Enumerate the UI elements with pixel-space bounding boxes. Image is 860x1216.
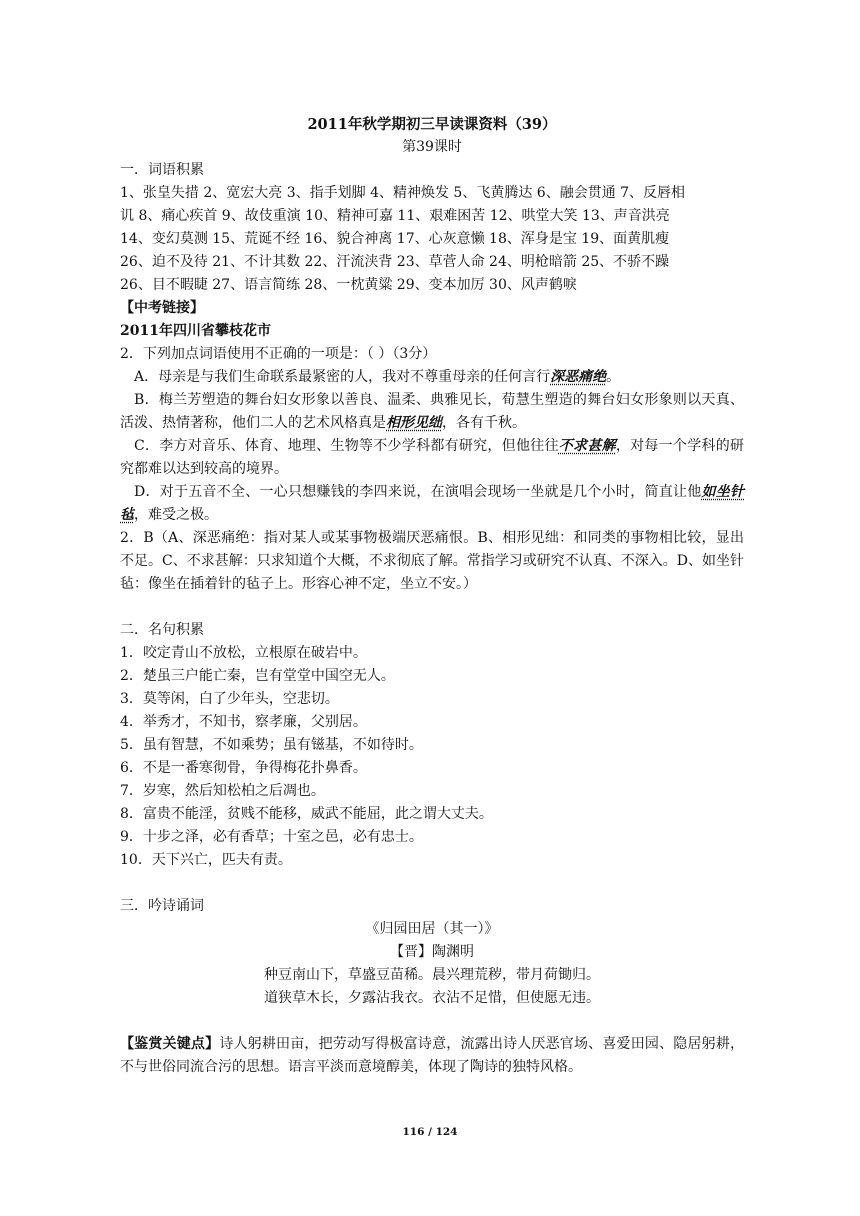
section-heading: 三．吟诗诵词: [120, 898, 204, 914]
vocab-line: 26、目不暇睫 27、语言简练 28、一枕黄粱 29、变本加厉 30、风声鹤唳: [120, 277, 577, 293]
document-content: [120, 113, 744, 1079]
quote-item: 5．虽有智慧，不如乘势；虽有镃基，不如待时。: [120, 737, 423, 753]
exam-answer: 2．B（A、深恶痛绝：指对某人或某事物极端厌恶痛恨。B、相形见绌：和同类的事物相比较，显出不足。C、不求甚解：只求知道个大概，不求彻底了解。常指学习或研究不认真、不深入。D、如坐针毡：像坐在插着针的毡子上。形容心神不定，坐立不安。）: [120, 530, 744, 592]
option-text: D．对于五音不全、一心只想赚钱的李四来说，在演唱会现场一坐就是几个小时，简直让他: [134, 484, 702, 500]
option-b: [120, 389, 744, 435]
vocab-line: 1、张皇失措 2、宽宏大亮 3、指手划脚 4、精神焕发 5、飞黄腾达 6、融会贯通 7、反唇相: [120, 185, 686, 201]
quote-item: 10．天下兴亡，匹夫有责。: [120, 852, 292, 868]
vocab-line: 讥 8、痛心疾首 9、故伎重演 10、精神可嘉 11、艰难困苦 12、哄堂大笑 13、声音洪亮: [120, 208, 670, 224]
poem-author: 【晋】陶渊明: [390, 944, 474, 960]
quote-item: 8．富贵不能淫，贫贱不能移，威武不能屈，此之谓大丈夫。: [120, 806, 493, 822]
option-text: ，难受之极。: [134, 507, 218, 523]
option-text: 。: [606, 369, 621, 385]
section-heading: 二．名句积累: [120, 622, 204, 638]
section-famous-quotes: [120, 619, 744, 872]
option-text: ，对每一个学科的研究都难以达到较高的境界。: [120, 438, 745, 477]
option-text: ，各有千秋。: [442, 415, 526, 431]
spacer: [120, 872, 744, 895]
exam-link-label: 【中考链接】: [120, 300, 204, 316]
vocab-line: 14、变幻莫测 15、荒诞不经 16、貌合神离 17、心灰意懒 18、浑身是宝 19、面黄肌瘦: [120, 231, 670, 247]
option-a: [120, 366, 744, 389]
spacer: [120, 1010, 744, 1033]
page-number: 116 / 124: [402, 1126, 458, 1138]
poem-title: 《归园田居（其一）》: [365, 921, 499, 937]
document-title: 2011年秋学期初三早读课资料（39）: [307, 116, 557, 133]
quote-item: 7．岁寒，然后知松柏之后凋也。: [120, 783, 325, 799]
option-c: [120, 435, 744, 481]
section-heading: 一．词语积累: [120, 162, 204, 178]
section-exam-link: [120, 297, 744, 596]
spacer: [120, 596, 744, 619]
option-text: A．母亲是与我们生命联系最紧密的人，我对不尊重母亲的任何言行: [134, 369, 551, 385]
quote-item: 3．莫等闲，白了少年头，空悲切。: [120, 691, 339, 707]
dotted-word: 深恶痛绝: [550, 369, 607, 385]
exam-question: 2．下列加点词语使用不正确的一项是：（ ）（3分）: [120, 346, 437, 362]
section-vocabulary: [120, 159, 744, 297]
appreciation-label: 【鉴赏关键点】: [120, 1036, 220, 1052]
exam-source: 2011年四川省攀枝花市: [120, 323, 271, 339]
quote-item: 9．十步之泽，必有香草；十室之邑，必有忠士。: [120, 829, 423, 845]
quote-item: 4．举秀才，不知书，察孝廉，父别居。: [120, 714, 367, 730]
quote-item: 6．不是一番寒彻骨，争得梅花扑鼻香。: [120, 760, 367, 776]
dotted-word: 如坐针毡: [120, 484, 744, 523]
appreciation-text: 诗人躬耕田亩，把劳动写得极富诗意，流露出诗人厌恶官场、喜爱田园、隐居躬耕，不与世俗同流合污的思想。语言平淡而意境醇美，体现了陶诗的独特风格。: [120, 1036, 745, 1075]
option-d: [120, 481, 744, 527]
section-poetry: [120, 895, 744, 1079]
vocab-line: 26、迫不及待 21、不计其数 22、汗流浃背 23、草菅人命 24、明枪暗箭 25、不骄不躁: [120, 254, 670, 270]
quote-item: 1．咬定青山不放松，立根原在破岩中。: [120, 645, 367, 661]
dotted-word: 相形见绌: [386, 415, 442, 431]
dotted-word: 不求甚解: [558, 438, 616, 454]
poem-line: 种豆南山下，草盛豆苗稀。晨兴理荒秽，带月荷锄归。: [264, 967, 600, 983]
appreciation-note: [120, 1033, 744, 1079]
quote-item: 2．楚虽三户能亡秦，岂有堂堂中国空无人。: [120, 668, 395, 684]
option-text: C．李方对音乐、体育、地理、生物等不少学科都有研究，但他往往: [134, 438, 559, 454]
lesson-number: 第39课时: [402, 139, 462, 155]
option-text: B．梅兰芳塑造的舞台妇女形象以善良、温柔、典雅见长，荀慧生塑造的舞台妇女形象则以天真、活泼、热情著称，他们二人的艺术风格真是: [120, 392, 744, 431]
poem-line: 道狭草木长，夕露沾我衣。衣沾不足惜，但使愿无违。: [264, 990, 600, 1006]
